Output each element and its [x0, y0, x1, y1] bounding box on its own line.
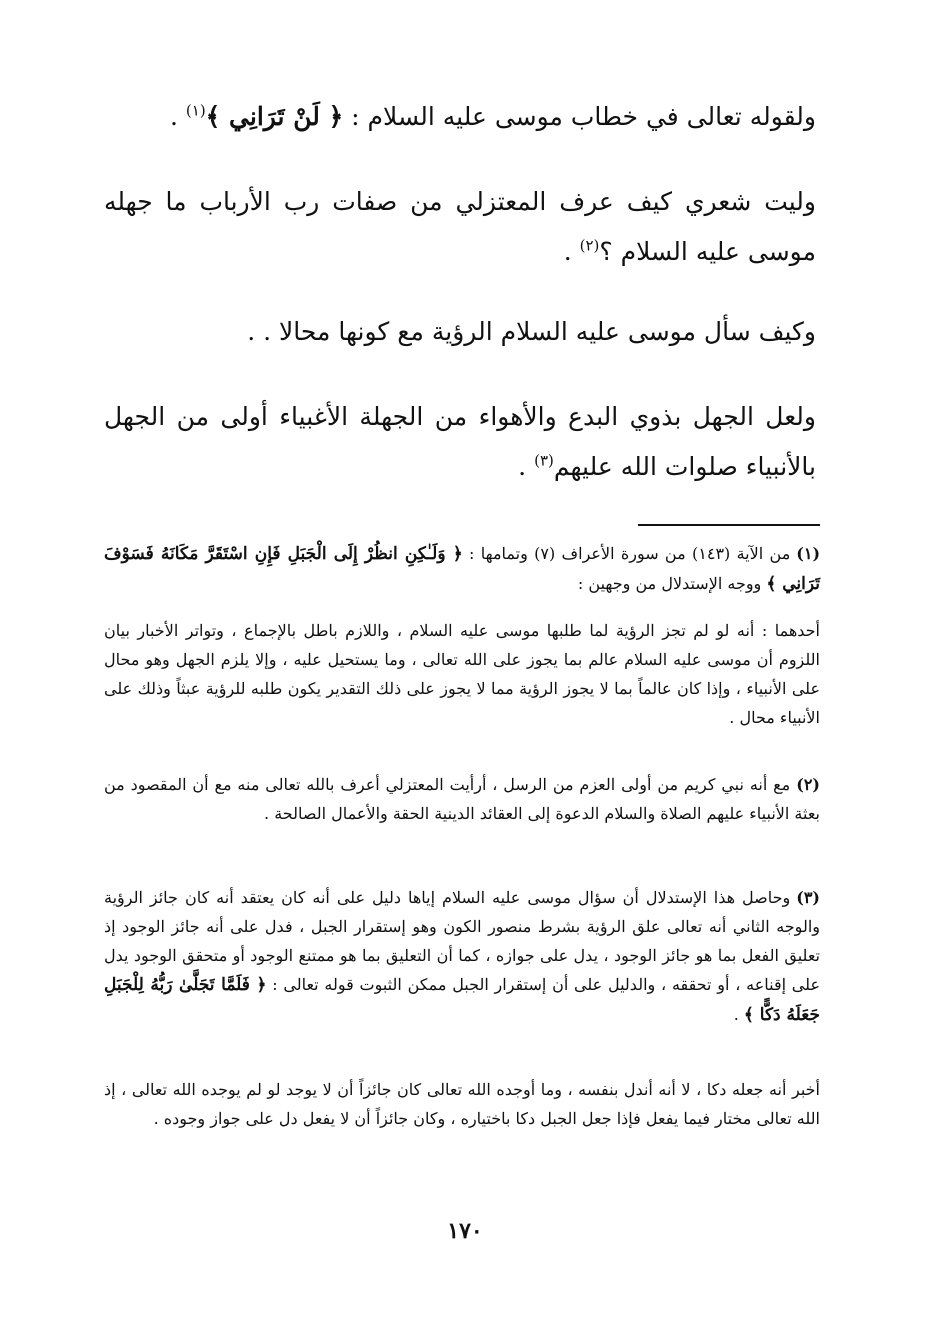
footnote-3-text: وحاصل هذا الإستدلال أن سؤال موسى عليه السلام إياها دليل على أنه كان يعتقد أنه كان جائز الرؤية والوجه الثاني أنه تعالى علق الرؤية بشرط منصور الكون وهو إستقرار الجبل ، فدل على أنه جائز الوجود إذ تعليق الفعل بما هو جائز الوجود ، يدل على جوازه ، كما أن التعليق بما هو ممتنع الوجود أو متحقق الوجود يدل على إقناعه ، أو تحققه ، والدليل على أن إستقرار الجبل ممكن الثبوت قوله تعالى :: [104, 888, 820, 994]
paragraph-4: [104, 392, 852, 492]
paragraph-4-text: ولعل الجهل بذوي البدع والأهواء من الجهلة الأغبياء أولى من الجهل بالأنبياء صلوات الله عليهم: [104, 402, 816, 481]
footnote-divider: [638, 524, 820, 526]
footnote-1: [104, 539, 820, 599]
footnote-3-quote: ﴿ فَلَمَّا تَجَلَّىٰ رَبُّهُ لِلْجَبَلِ جَعَلَهُ دَكًّا ﴾: [104, 975, 820, 1025]
paragraph-4-end: .: [518, 452, 535, 481]
footnote-ref-3: (٣): [534, 451, 554, 470]
paragraph-2: [104, 177, 852, 277]
page-number: ١٧٠: [447, 1218, 483, 1244]
footnote-3: [104, 883, 820, 1030]
quran-quote: ﴿ لَنْ تَرَانِي ﴾: [205, 102, 344, 131]
footnote-ref-1: (١): [185, 101, 206, 120]
paragraph-1-end: .: [169, 102, 186, 131]
paragraph-2-text: وليت شعري كيف عرف المعتزلي من صفات رب الأرباب ما جهله موسى عليه السلام ؟: [104, 187, 816, 266]
footnote-3-number: (٣): [796, 888, 820, 907]
paragraph-3-text: وكيف سأل موسى عليه السلام الرؤية مع كونها محالا . .: [247, 317, 816, 346]
footnote-1-body: أحدهما : أنه لو لم تجز الرؤية لما طلبها موسى عليه السلام ، واللازم باطل بالإجماع ، وتواتر الأخبار بيان اللزوم أن موسى عليه السلام عالم بما يجوز على الله تعالى ، وما يستحيل عليه ، وإلا يلزم الجهل وهو محال على الأنبياء ، وإذا كان عالماً بما لا يجوز الرؤية مما لا يجوز على ذلك التقدير يكون طلبه للرؤية عبثاً وذلك على الأنبياء محال .: [104, 621, 820, 727]
footnote-3-end: .: [733, 1005, 744, 1024]
footnote-1-text: من الآية (١٤٣) من سورة الأعراف (٧) وتمامها :: [462, 544, 791, 563]
footnote-3-body: أخبر أنه جعله دكا ، لا أنه أندل بنفسه ، وما أوجده الله تعالى كان جائزاً أن لا يوجد لو لم يوجده الله تعالى ، إذ الله تعالى مختار فيما يفعل فإذا جعل الجبل دكا باختياره ، وكان جائزاً أن لا يفعل دل على جواز وجوده .: [104, 1080, 820, 1128]
footnote-1-tail: ووجه الإستدلال من وجهين :: [577, 574, 767, 593]
paragraph-1: [104, 92, 852, 142]
footnote-ref-2: (٢): [579, 236, 600, 255]
footnote-2-number: (٢): [796, 775, 820, 794]
paragraph-2-end: .: [563, 237, 580, 266]
footnote-1-quote: ﴿ وَلَـٰكِنِ انظُرْ إِلَى الْجَبَلِ فَإِنِ اسْتَقَرَّ مَكَانَهُ فَسَوْفَ تَرَانِي ﴾: [104, 544, 820, 594]
footnote-2-text: مع أنه نبي كريم من أولى العزم من الرسل ، أرأيت المعتزلي أعرف بالله تعالى منه مع أن المقصود من بعثة الأنبياء عليهم الصلاة والسلام الدعوة إلى العقائد الدينية الحقة والأعمال الصالحة .: [104, 775, 820, 823]
footnote-1-number: (١): [796, 544, 821, 563]
footnote-2: [104, 770, 820, 828]
paragraph-3: [104, 307, 852, 357]
paragraph-1-text: ولقوله تعالى في خطاب موسى عليه السلام :: [343, 102, 816, 131]
